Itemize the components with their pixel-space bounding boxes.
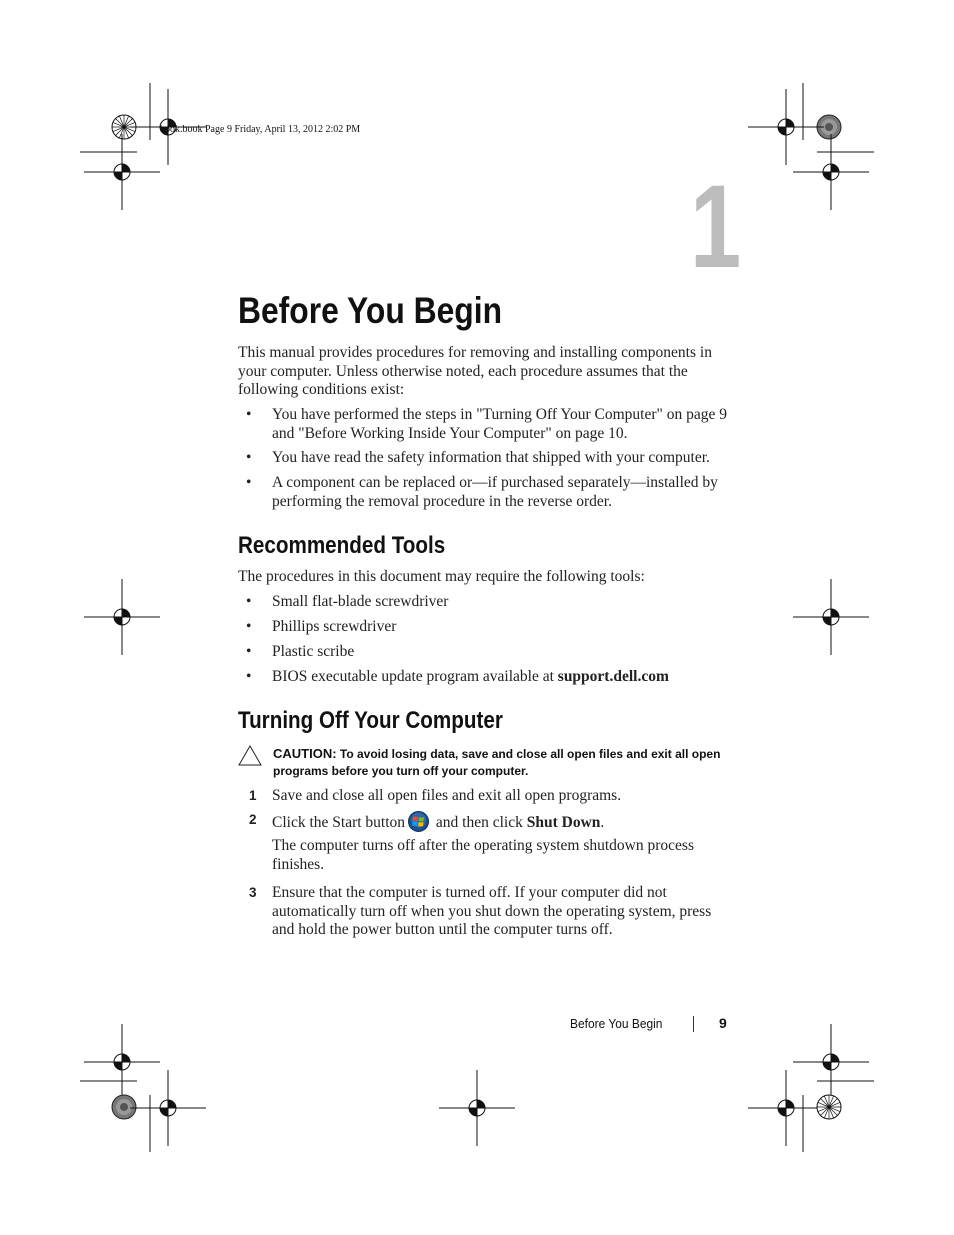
chapter-number: 1: [690, 161, 739, 293]
list-item: • Plastic scribe: [246, 643, 355, 660]
intro-paragraph: This manual provides procedures for removing and installing components in your computer. Unless otherwise noted, each procedure assumes that the following conditions exist:: [238, 344, 712, 399]
tools-list: [238, 593, 738, 687]
page-number: 9: [719, 1015, 727, 1031]
section-heading-turnoff: Turning Off Your Computer: [238, 707, 503, 734]
section-heading-tools: Recommended Tools: [238, 532, 446, 559]
windows-start-icon: [408, 811, 429, 832]
caution-icon: [238, 745, 262, 766]
footer-chapter-title: Before You Begin: [570, 1016, 663, 1031]
tools-intro: The procedures in this document may require the following tools:: [238, 568, 645, 585]
conditions-list: [238, 406, 738, 512]
list-item: • You have read the safety information that shipped with your computer.: [246, 449, 710, 467]
caution-text: To avoid losing data, save and close all open files and exit all open programs before you turn off your computer.: [273, 747, 721, 778]
chapter-title: Before You Begin: [238, 290, 503, 331]
list-item: • Phillips screwdriver: [246, 618, 397, 635]
caution-label: CAUTION:: [273, 746, 337, 761]
list-item: • BIOS executable update program available at support.dell.com: [246, 668, 669, 685]
footer-separator: [693, 1016, 694, 1032]
list-item: • You have performed the steps in "Turning Off Your Computer" on page 9 and "Before Working Inside Your Computer" on page 10.: [246, 406, 727, 442]
list-item: • A component can be replaced or—if purchased separately—installed by performing the removal procedure in the reverse order.: [246, 474, 718, 510]
support-link-text: support.dell.com: [557, 668, 669, 685]
list-item: • Small flat-blade screwdriver: [246, 593, 449, 610]
print-slug: book.book Page 9 Friday, April 13, 2012 2:02 PM: [160, 124, 361, 135]
